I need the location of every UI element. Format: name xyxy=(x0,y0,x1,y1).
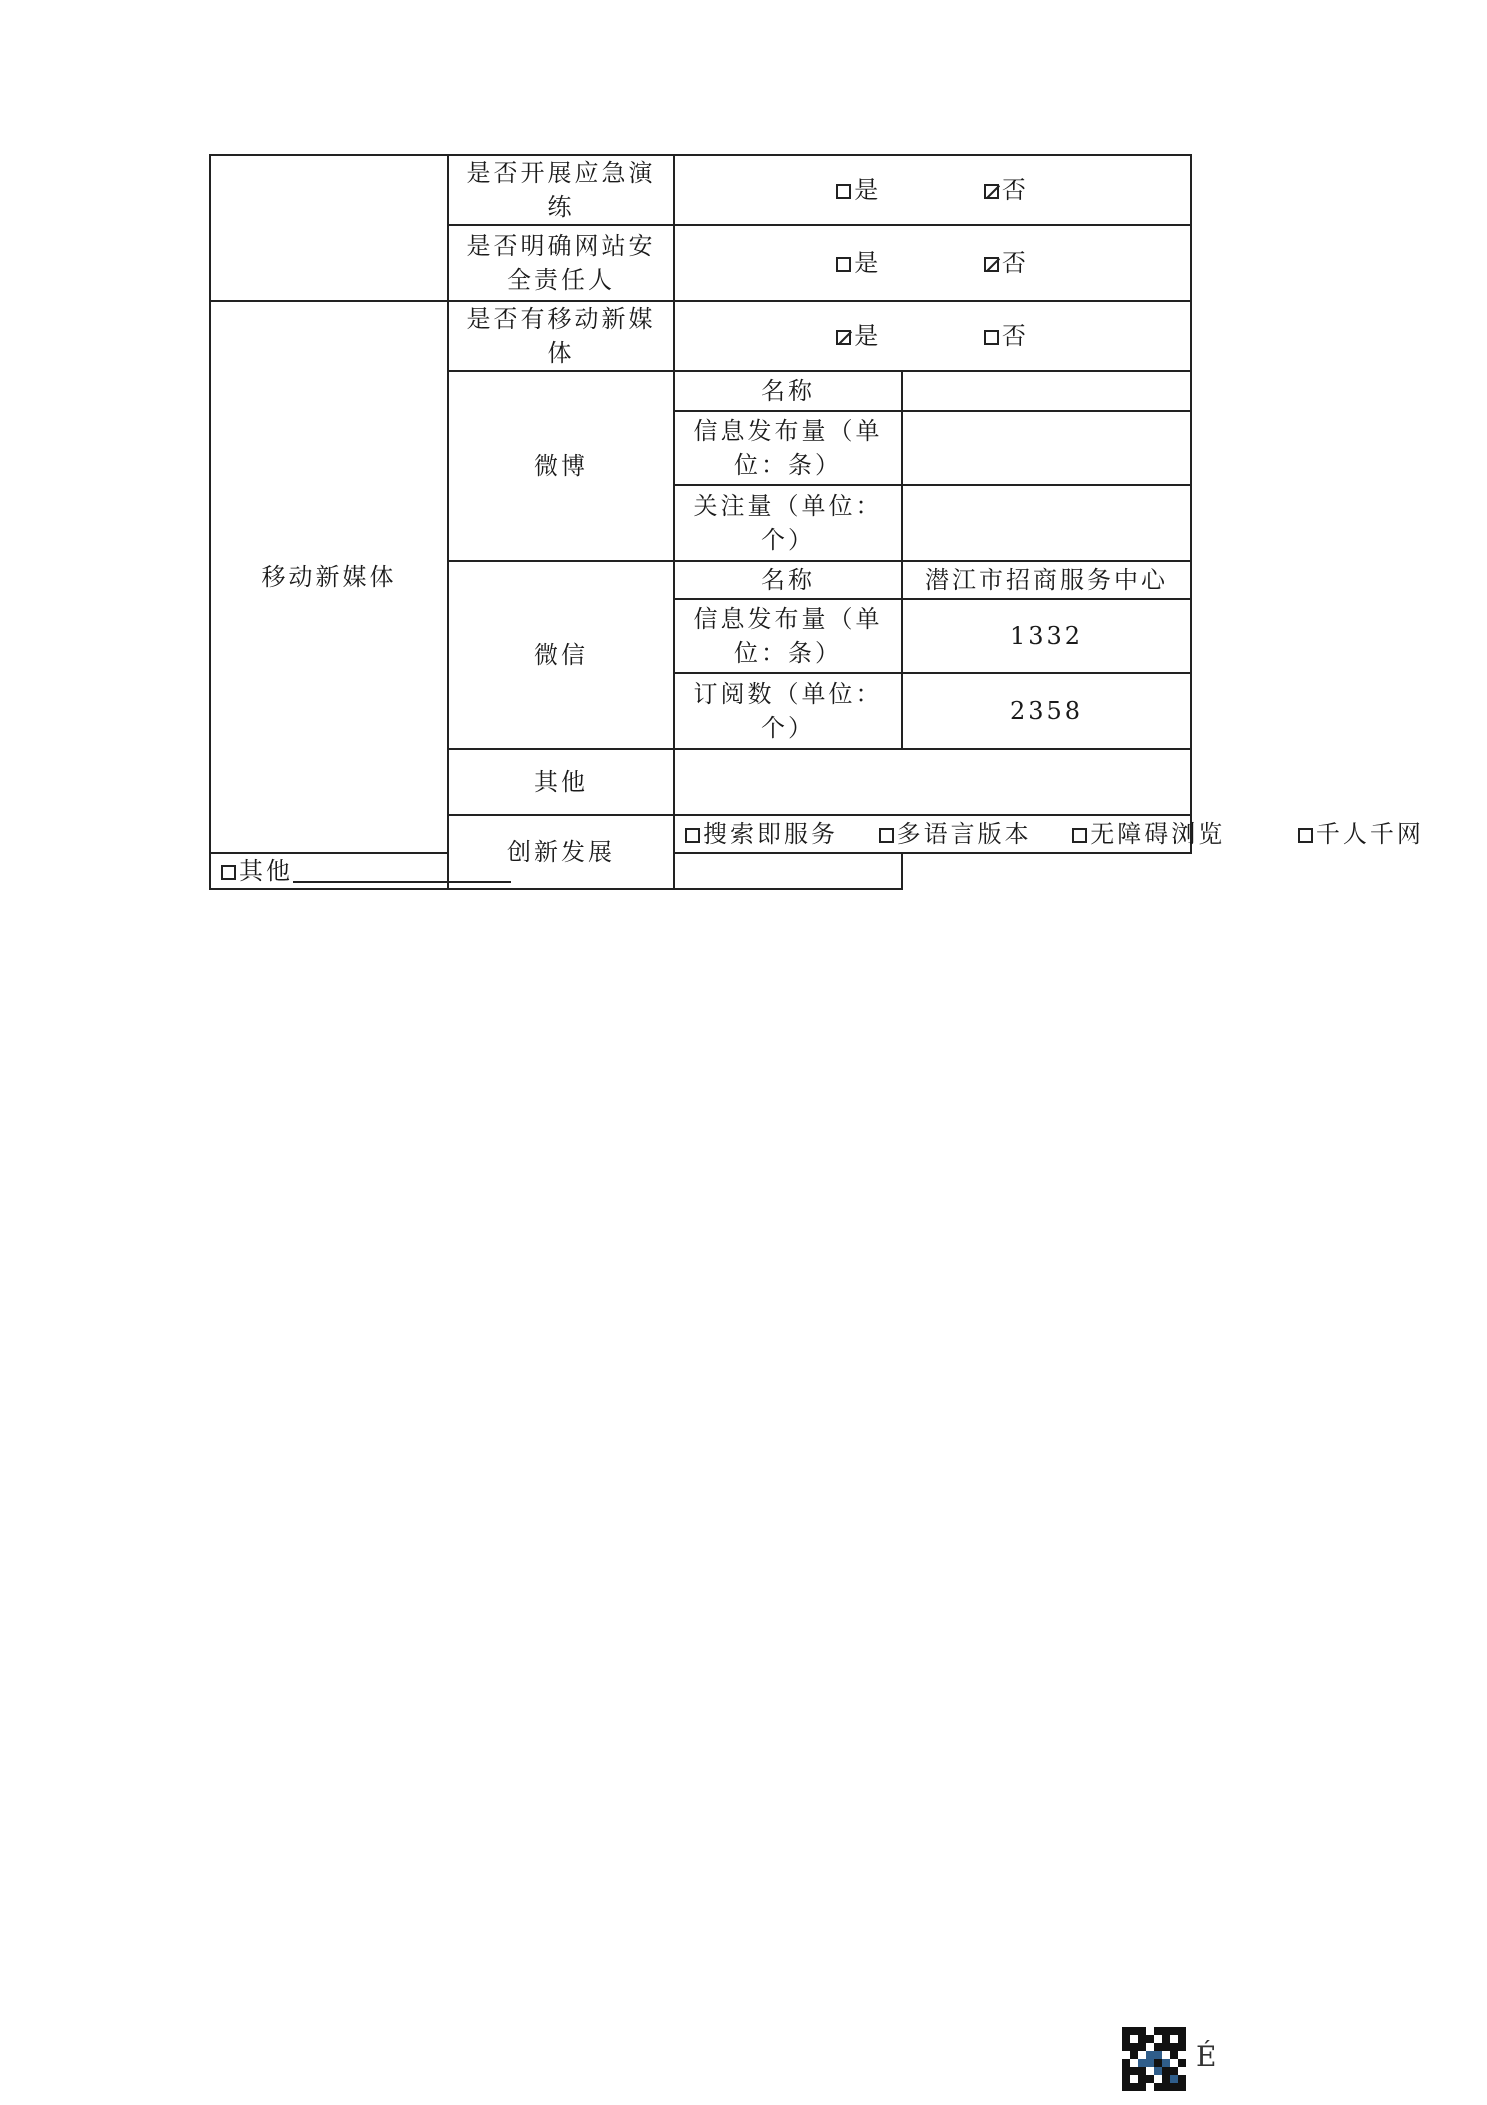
weibo-label: 微博 xyxy=(448,371,674,561)
weibo-posts-value[interactable] xyxy=(902,411,1191,485)
wechat-label: 微信 xyxy=(448,561,674,749)
innovation-option-search[interactable]: 搜索即服务 xyxy=(685,817,838,851)
weibo-posts-label: 信息发布量（单位：条） xyxy=(674,411,902,485)
mobile-media-section-label: 移动新媒体 xyxy=(210,301,448,853)
footer-mark: É xyxy=(1196,2040,1217,2073)
has-mobile-media-label: 是否有移动新媒体 xyxy=(448,301,674,371)
weibo-name-value[interactable] xyxy=(902,371,1191,411)
wechat-posts-value[interactable]: 1332 xyxy=(902,599,1191,673)
other-media-label: 其他 xyxy=(448,749,674,815)
weibo-name-label: 名称 xyxy=(674,371,902,411)
emergency-drill-yes[interactable]: 是 xyxy=(836,173,881,207)
checkbox-checked-icon xyxy=(984,184,999,199)
empty-section-cell xyxy=(210,155,448,301)
qr-code-icon xyxy=(1122,2027,1186,2091)
checkbox-icon xyxy=(836,257,851,272)
has-mobile-media-no[interactable]: 否 xyxy=(984,319,1029,353)
checkbox-checked-icon xyxy=(984,257,999,272)
website-report-table xyxy=(209,154,1424,890)
security-person-label: 是否明确网站安全责任人 xyxy=(448,225,674,301)
emergency-drill-label: 是否开展应急演练 xyxy=(448,155,674,225)
row-emergency-drill xyxy=(210,155,1191,225)
has-mobile-media-options xyxy=(674,301,1191,371)
innovation-option-accessibility[interactable]: 无障碍浏览 xyxy=(1072,817,1225,851)
innovation-option-personalized[interactable]: 千人千网 xyxy=(1298,817,1424,851)
checkbox-icon xyxy=(984,330,999,345)
wechat-posts-label: 信息发布量（单位：条） xyxy=(674,599,902,673)
innovation-options xyxy=(674,815,1424,853)
wechat-name-label: 名称 xyxy=(674,561,902,599)
emergency-drill-options xyxy=(674,155,1191,225)
innovation-option-multilingual[interactable]: 多语言版本 xyxy=(879,817,1032,851)
checkbox-icon xyxy=(1072,828,1087,843)
checkbox-icon xyxy=(879,828,894,843)
checkbox-icon xyxy=(836,184,851,199)
checkbox-icon xyxy=(1298,828,1313,843)
weibo-followers-value[interactable] xyxy=(902,485,1191,561)
security-person-no[interactable]: 否 xyxy=(984,246,1029,280)
wechat-subscribers-label: 订阅数（单位：个） xyxy=(674,673,902,749)
security-person-yes[interactable]: 是 xyxy=(836,246,881,280)
innovation-label: 创新发展 xyxy=(448,815,674,889)
other-underline[interactable] xyxy=(293,857,511,883)
emergency-drill-no[interactable]: 否 xyxy=(984,173,1029,207)
row-innovation-other xyxy=(210,853,1191,889)
wechat-subscribers-value[interactable]: 2358 xyxy=(902,673,1191,749)
wechat-name-value[interactable]: 潜江市招商服务中心 xyxy=(902,561,1191,599)
innovation-option-other[interactable]: 其他 xyxy=(221,854,511,888)
checkbox-icon xyxy=(685,828,700,843)
security-person-options xyxy=(674,225,1191,301)
weibo-followers-label: 关注量（单位：个） xyxy=(674,485,902,561)
row-has-mobile-media xyxy=(210,301,1191,371)
checkbox-icon xyxy=(221,865,236,880)
checkbox-checked-icon xyxy=(836,330,851,345)
other-media-value[interactable] xyxy=(674,749,1191,815)
has-mobile-media-yes[interactable]: 是 xyxy=(836,319,881,353)
